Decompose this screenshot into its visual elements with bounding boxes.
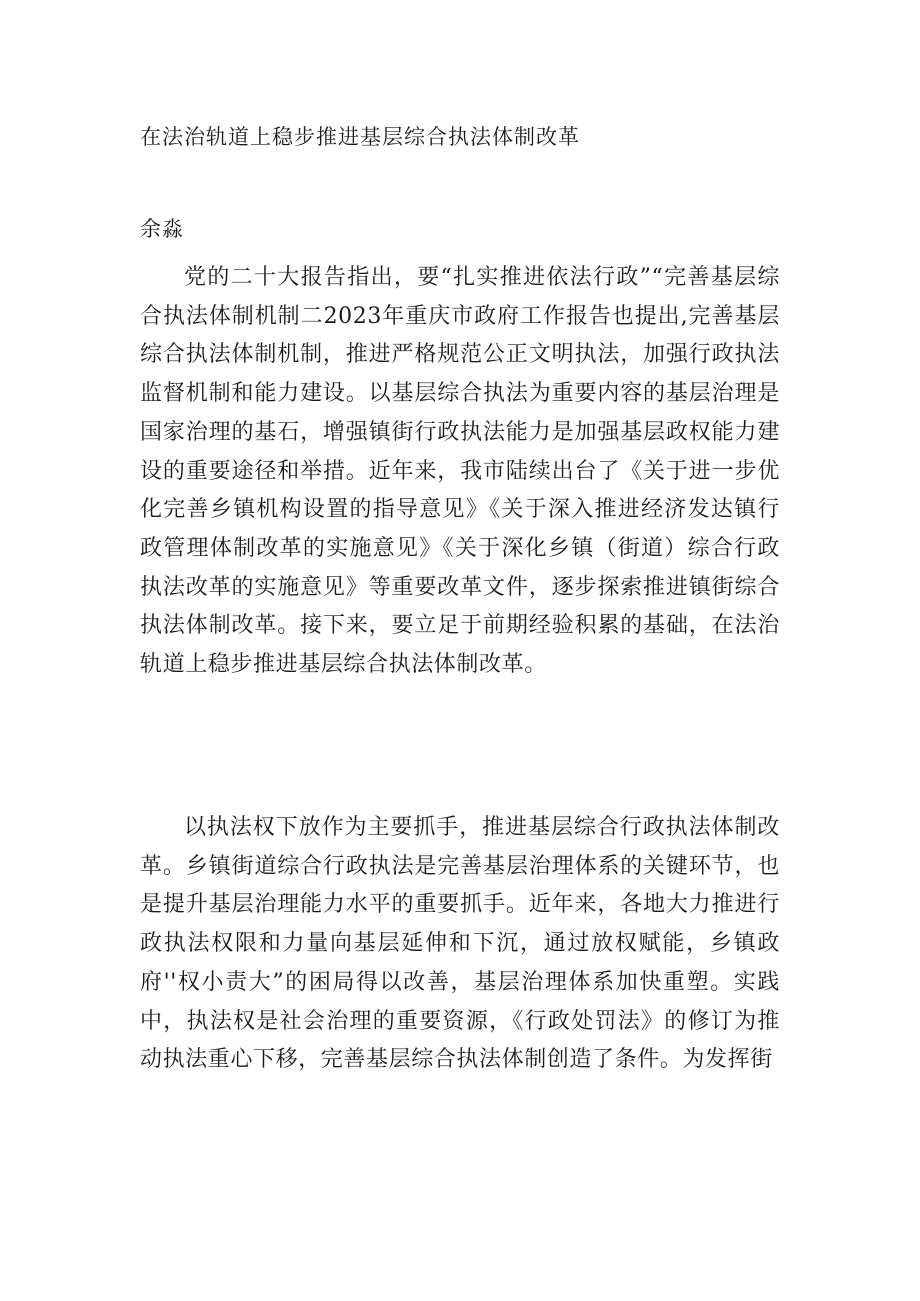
body-paragraph-2: 以执法权下放作为主要抓手，推进基层综合行政执法体制改革。乡镇街道综合行政执法是完善基层治理体系的关键环节，也是提升基层治理能力水平的重要抓手。近年来，各地大力推进行政执法权限和力量向基层延伸和下沉，通过放权赋能，乡镇政府''权小责大”的困局得以改善，基层治理体系加快重塑。实践中，执法权是社会治理的重要资源，《行政处罚法》的修订为推动执法重心下移，完善基层综合执法体制创造了条件。为发挥街 bbox=[140, 815, 780, 1073]
document-title: 在法治轨道上稳步推进基层综合执法体制改革 bbox=[140, 125, 580, 149]
author-name: 余淼 bbox=[140, 217, 184, 241]
body-paragraph-1: 党的二十大报告指出，要“扎实推进依法行政”“完善基层综合执法体制机制二2023年重庆市政府工作报告也提出,完善基层综合执法体制机制，推进严格规范公正文明执法，加强行政执法监督机制和能力建设。以基层综合执法为重要内容的基层治理是国家治理的基石，增强镇街行政执法能力是加强基层政权能力建设的重要途径和举措。近年来，我市陆续出台了《关于进一步优化完善乡镇机构设置的指导意见》《关于深入推进经济发达镇行政管理体制改革的实施意见》《关于深化乡镇（街道）综合行政执法改革的实施意见》等重要改革文件，逐步探索推进镇街综合执法体制改革。接下来，要立足于前期经验积累的基础，在法治轨道上稳步推进基层综合执法体制改革。 bbox=[140, 265, 780, 678]
